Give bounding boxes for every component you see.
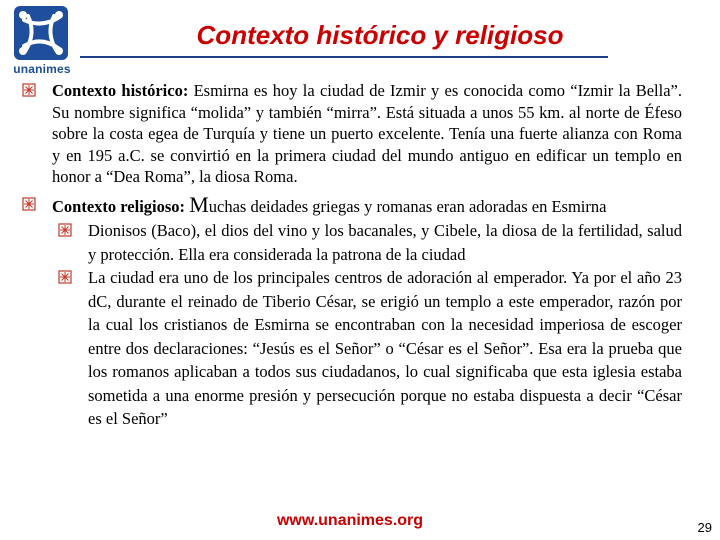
bullet-historical-context — [52, 80, 682, 188]
sub-bullet-icon — [58, 270, 72, 284]
page-title: Contexto histórico y religioso — [196, 20, 564, 50]
sub-bullet-deities — [88, 219, 682, 266]
drop-letter: M — [189, 191, 209, 217]
bullet-religious-context — [52, 191, 682, 218]
sub-bullet-emperor-worship — [88, 266, 682, 431]
title-underline — [80, 56, 608, 58]
sub-bullet-icon — [58, 223, 72, 237]
page-number: 29 — [697, 520, 712, 535]
bullet-icon — [22, 197, 36, 211]
sub-bullet-text: La ciudad era uno de los principales centros de adoración al emperador. Ya por el año 23 dC, durante el reinado de Tiberio César, se erigió un templo a este emperador, razón por la cual los cristianos de Esmirna se encontraban con la necesidad imperiosa de escoger entre dos declaraciones: “Jesús es el Señor” o “César es el Señor”. Esa era la prueba que los romanos aplicaban a todos sus ciudadanos, lo cual significaba que esta iglesia estaba sometida a una enorme presión y persecución porque no estaba dispuesta a decir “César es el Señor” — [88, 268, 682, 428]
sub-bullet-text: Dionisos (Baco), el dios del vino y los bacanales, y Cibele, la diosa de la fertilidad, salud y protección. Ella era considerada la patrona de la ciudad — [88, 221, 682, 264]
logo-text: unanimes — [13, 62, 71, 76]
bullet-lead: Contexto histórico: — [52, 81, 189, 100]
bullet-icon — [22, 83, 36, 97]
footer-website-link[interactable]: www.unanimes.org — [276, 512, 424, 529]
slide-content — [0, 80, 720, 431]
bullet-text: uchas deidades griegas y romanas eran adoradas en Esmirna — [208, 196, 607, 216]
bullet-text: Esmirna es hoy la ciudad de Izmir y es conocida como “Izmir la Bella”. Su nombre significa “molida” y también “mirra”. Está situada a unos 55 km. al norte de Éfeso sobre la costa egea de Turquía y tiene un puerto excelente. Tenía una fuerte alianza con Roma y en 195 a.C. se convirtió en la primera ciudad del mundo antiguo en edificar un templo en honor a “Dea Roma”, la diosa Roma. — [52, 81, 682, 186]
bullet-lead: Contexto religioso: — [52, 196, 186, 216]
